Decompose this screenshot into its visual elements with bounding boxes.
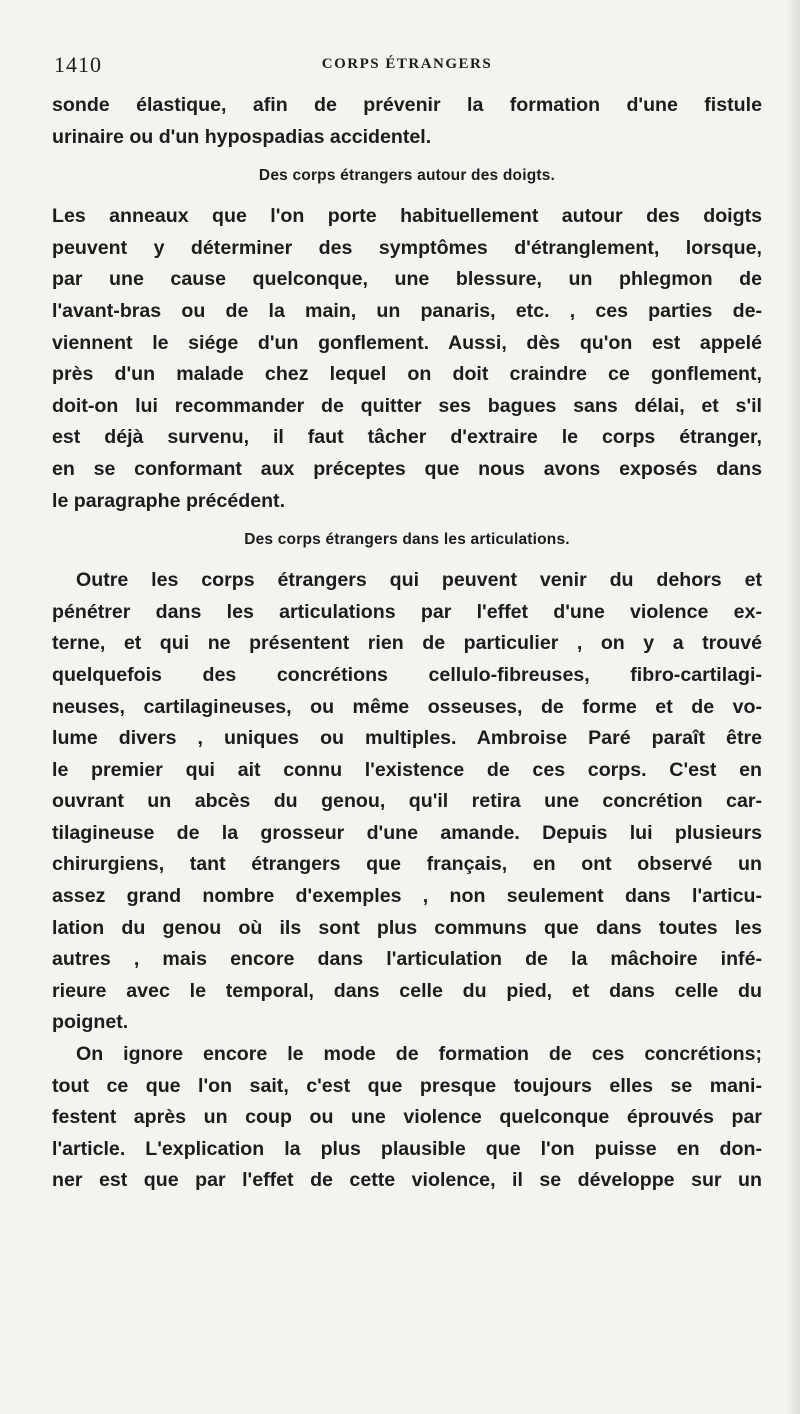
text-line: sonde élastique, afin de prévenir la formation d'une fistule: [52, 94, 762, 116]
text-line: en se conformant aux préceptes que nous avons exposés dans: [52, 457, 762, 480]
text-line: festent après un coup ou une violence quelconque éprouvés par: [52, 1106, 762, 1129]
text-line: assez grand nombre d'exemples , non seulement dans l'articu-: [52, 885, 762, 908]
intro-paragraph: [52, 90, 762, 153]
text-line: pénétrer dans les articulations par l'effet d'une violence ex-: [52, 600, 762, 623]
text-line: le paragraphe précédent.: [52, 489, 286, 512]
fingers-paragraph: [52, 201, 762, 517]
text-line: terne, et qui ne présentent rien de particulier , on y a trouvé: [52, 632, 762, 655]
text-line: Les anneaux que l'on porte habituellement autour des doigts: [52, 205, 762, 228]
text-line: peuvent y déterminer des symptômes d'étranglement, lorsque,: [52, 236, 762, 259]
running-header: [52, 52, 762, 82]
text-line: rieure avec le temporal, dans celle du pied, et dans celle du: [52, 979, 762, 1002]
text-line: tilagineuse de la grosseur d'une amande. Depuis lui plusieurs: [52, 821, 762, 844]
text-line: lation du genou où ils sont plus communs que dans toutes les: [52, 916, 762, 939]
text-line: poignet.: [52, 1011, 129, 1034]
text-line: Outre les corps étrangers qui peuvent venir du dehors et: [76, 569, 762, 592]
text-line: est déjà survenu, il faut tâcher d'extraire le corps étranger,: [52, 426, 762, 449]
page-edge-shadow: [786, 0, 800, 1414]
text-line: neuses, cartilagineuses, ou même osseuses, de forme et de vo-: [52, 695, 762, 718]
text-line: près d'un malade chez lequel on doit craindre ce gonflement,: [52, 363, 762, 386]
page-number: 1410: [54, 52, 102, 77]
text-line: viennent le siége d'un gonflement. Aussi, dès qu'on est appelé: [52, 331, 762, 354]
text-line: doit-on lui recommander de quitter ses bagues sans délai, et s'il: [52, 394, 762, 417]
running-title: CORPS ÉTRANGERS: [321, 56, 493, 72]
text-line: quelquefois des concrétions cellulo-fibreuses, fibro-cartilagi-: [52, 663, 762, 686]
text-line: le premier qui ait connu l'existence de ces corps. C'est en: [52, 758, 762, 781]
book-page: [52, 52, 762, 1197]
text-line: On ignore encore le mode de formation de ces concrétions;: [76, 1043, 762, 1066]
text-line: l'article. L'explication la plus plausible que l'on puisse en don-: [52, 1137, 762, 1160]
text-line: urinaire ou d'un hypospadias accidentel.: [52, 125, 432, 148]
section-heading-fingers: Des corps étrangers autour des doigts.: [258, 167, 556, 185]
text-line: autres , mais encore dans l'articulation de la mâchoire infé-: [52, 948, 762, 971]
text-line: l'avant-bras ou de la main, un panaris, etc. , ces parties de-: [52, 299, 762, 322]
text-line: ner est que par l'effet de cette violence, il se développe sur un: [52, 1169, 762, 1192]
text-line: ouvrant un abcès du genou, qu'il retira une concrétion car-: [52, 790, 762, 813]
joints-paragraph-2: [52, 1039, 762, 1197]
text-line: chirurgiens, tant étrangers que français, en ont observé un: [52, 853, 762, 876]
section-heading-joints: Des corps étrangers dans les articulations.: [244, 531, 570, 549]
text-line: tout ce que l'on sait, c'est que presque toujours elles se mani-: [52, 1074, 762, 1097]
text-line: lume divers , uniques ou multiples. Ambroise Paré paraît être: [52, 727, 762, 750]
text-line: par une cause quelconque, une blessure, un phlegmon de: [52, 268, 762, 291]
joints-paragraph-1: [52, 565, 762, 1039]
